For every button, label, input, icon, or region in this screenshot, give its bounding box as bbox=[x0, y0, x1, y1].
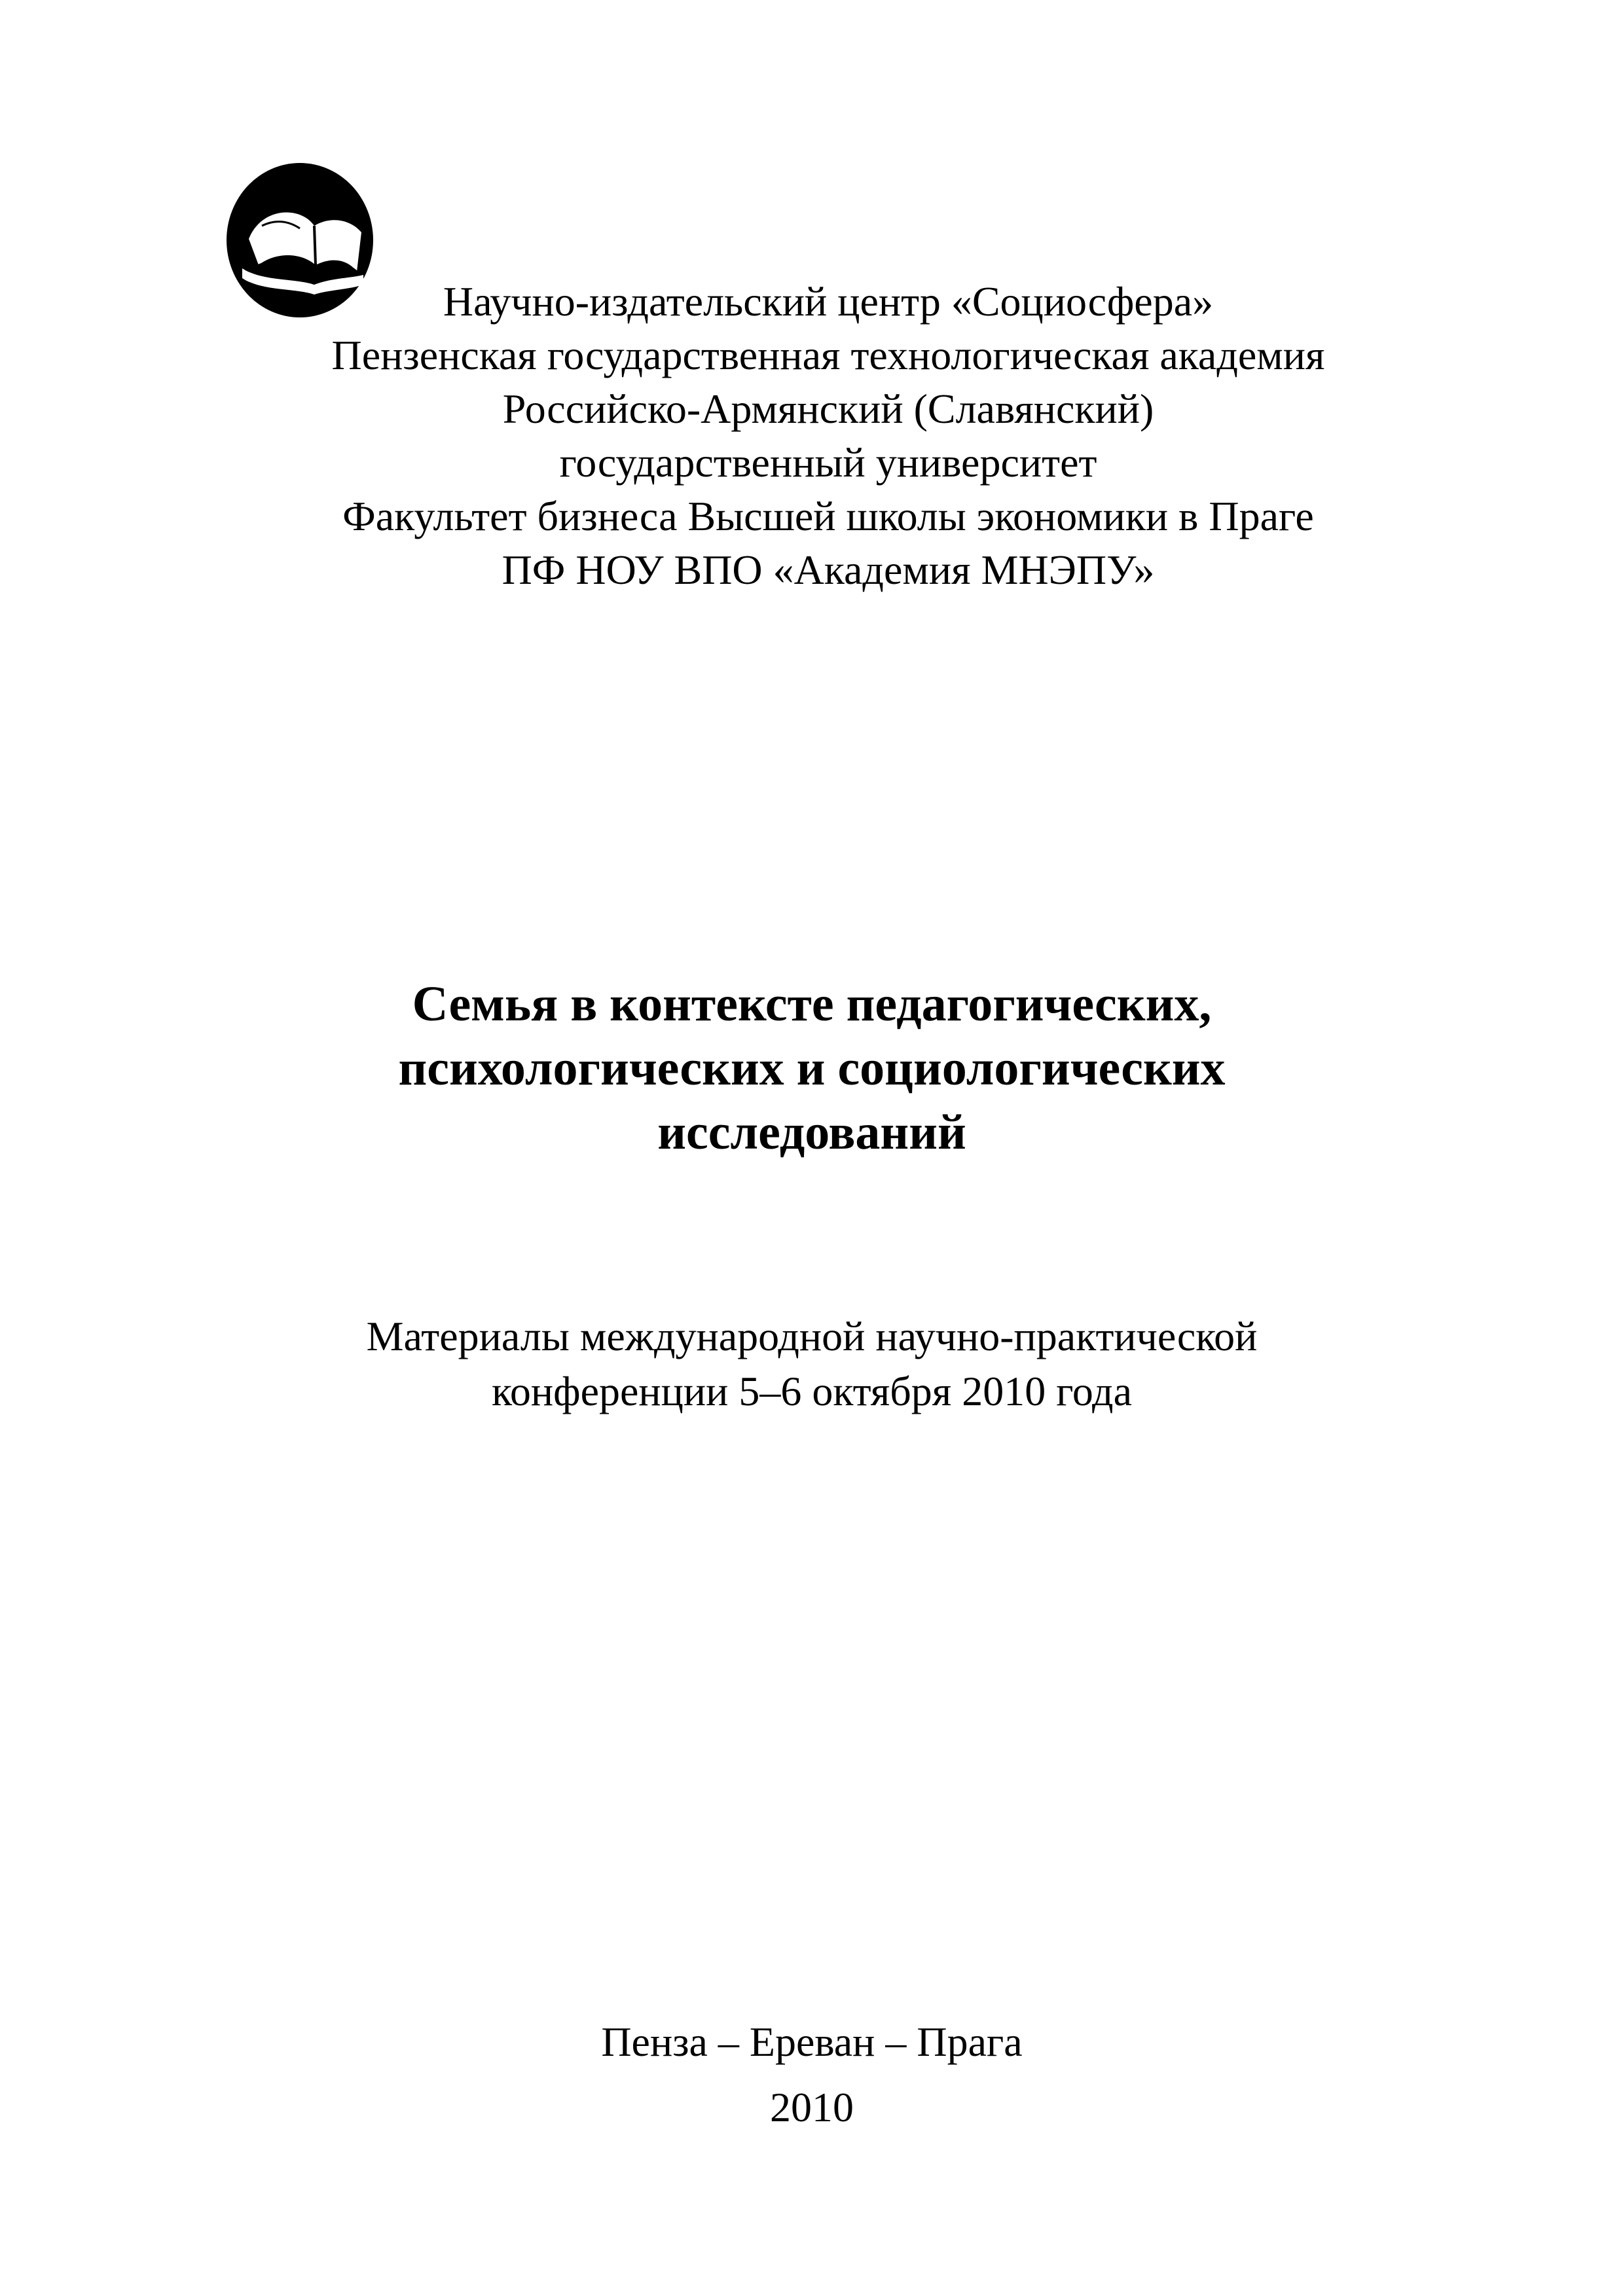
book-subtitle bbox=[157, 1309, 1467, 1419]
publisher-line: Российско-Армянский (Славянский) bbox=[502, 386, 1154, 432]
publisher-line: Факультет бизнеса Высшей школы экономики в Праге bbox=[342, 493, 1314, 539]
imprint bbox=[157, 2009, 1467, 2140]
title-line: исследований bbox=[657, 1105, 966, 1160]
title-line: психологических и социологических bbox=[398, 1041, 1226, 1096]
publisher-line: Пензенская государственная технологическая академия bbox=[331, 332, 1325, 378]
book-title bbox=[157, 972, 1467, 1164]
publisher-line: ПФ НОУ ВПО «Академия МНЭПУ» bbox=[501, 547, 1155, 593]
publication-year: 2010 bbox=[770, 2084, 854, 2130]
publication-place: Пенза – Ереван – Прага bbox=[601, 2018, 1023, 2065]
publisher-line: государственный университет bbox=[559, 439, 1097, 486]
title-line: Семья в контексте педагогических, bbox=[412, 977, 1212, 1031]
subtitle-line: конференции 5–6 октября 2010 года bbox=[492, 1368, 1132, 1414]
publisher-line: Научно-издательский центр «Социосфера» bbox=[443, 278, 1214, 325]
publishers-block bbox=[223, 275, 1434, 597]
subtitle-line: Материалы международной научно-практической bbox=[366, 1313, 1258, 1359]
